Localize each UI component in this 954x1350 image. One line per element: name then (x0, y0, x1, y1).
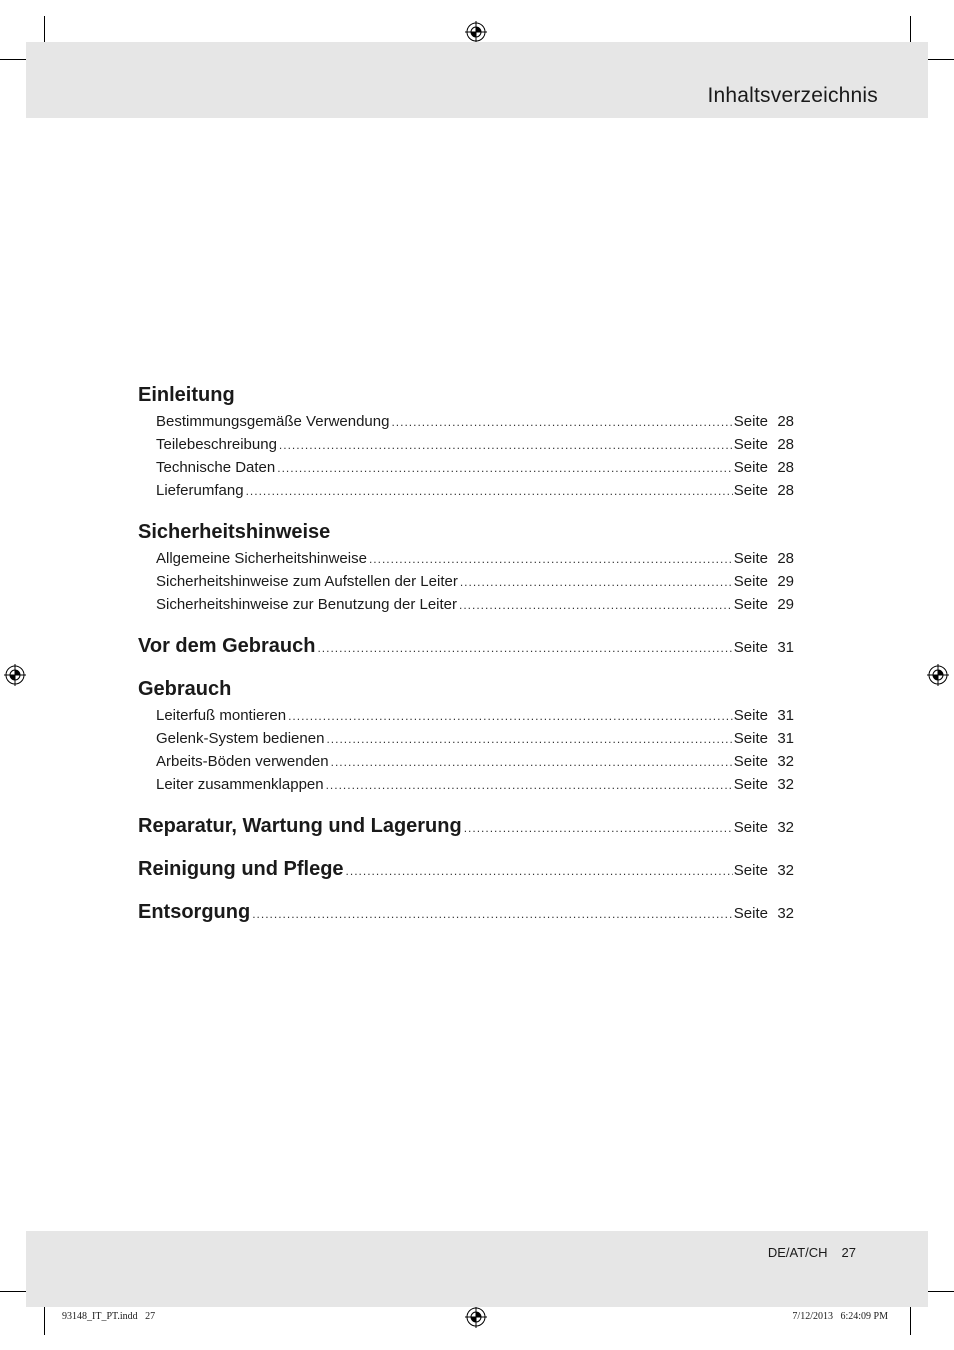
page-ref: Seite 31 (733, 730, 794, 747)
dot-leader (369, 548, 733, 571)
registration-mark-icon (465, 21, 487, 43)
section-heading: Reparatur, Wartung und Lagerung (138, 815, 462, 837)
page-ref: Seite 31 (733, 639, 794, 656)
dot-leader (326, 774, 733, 797)
section-heading: Entsorgung (138, 901, 251, 923)
page-ref: Seite 31 (733, 707, 794, 724)
toc-entry[interactable] (138, 547, 794, 570)
entry-label: Sicherheitshinweise zur Benutzung der Leiter (156, 596, 458, 613)
toc-section-sicherheitshinweise (138, 517, 794, 616)
toc-entry[interactable] (138, 570, 794, 593)
entry-label: Lieferumfang (156, 482, 244, 499)
dot-leader (391, 411, 732, 434)
page-ref: Seite 32 (733, 862, 794, 879)
registration-mark-icon (465, 1306, 487, 1328)
section-heading: Gebrauch (138, 678, 232, 700)
crop-mark (924, 59, 954, 60)
toc-section-einleitung (138, 380, 794, 502)
page-ref: Seite 28 (733, 482, 794, 499)
dot-leader (288, 705, 733, 728)
table-of-contents (138, 380, 794, 925)
toc-entry[interactable] (138, 773, 794, 796)
toc-section-vor-dem-gebrauch[interactable] (138, 631, 794, 661)
section-heading-with-page (138, 897, 794, 927)
page-ref: Seite 28 (733, 436, 794, 453)
entry-label: Arbeits-Böden verwenden (156, 753, 329, 770)
page-ref: Seite 32 (733, 776, 794, 793)
toc-entry[interactable] (138, 704, 794, 727)
section-heading: Sicherheitshinweise (138, 521, 331, 543)
page-title: Inhaltsverzeichnis (707, 84, 878, 107)
dot-leader (279, 434, 733, 457)
registration-mark-icon (927, 664, 949, 686)
crop-mark (44, 1304, 45, 1335)
page-ref: Seite 28 (733, 459, 794, 476)
dot-leader (326, 728, 732, 751)
section-heading-with-page (138, 811, 794, 841)
footer (768, 1245, 856, 1260)
dot-leader (459, 594, 733, 617)
page-ref: Seite 28 (733, 550, 794, 567)
dot-leader (317, 633, 732, 663)
dot-leader (331, 751, 733, 774)
registration-mark-icon (4, 664, 26, 686)
section-heading: Reinigung und Pflege (138, 858, 344, 880)
section-heading-with-page (138, 854, 794, 884)
crop-mark (0, 1291, 28, 1292)
crop-mark (924, 1291, 954, 1292)
slug-timestamp: 7/12/2013 6:24:09 PM (792, 1311, 888, 1322)
page-ref: Seite 29 (733, 573, 794, 590)
region-label: DE/AT/CH (767, 1245, 828, 1260)
toc-section-reparatur[interactable] (138, 811, 794, 841)
dot-leader (277, 457, 733, 480)
section-heading: Einleitung (138, 384, 235, 406)
toc-entry[interactable] (138, 593, 794, 616)
toc-entry[interactable] (138, 750, 794, 773)
page-ref: Seite 32 (733, 753, 794, 770)
toc-entry[interactable] (138, 433, 794, 456)
entry-label: Gelenk-System bedienen (156, 730, 325, 747)
dot-leader (252, 899, 733, 929)
page-number: 27 (841, 1245, 856, 1260)
footer-band (26, 1231, 928, 1307)
entry-label: Allgemeine Sicherheitshinweise (156, 550, 367, 567)
entry-label: Leiter zusammenklappen (156, 776, 324, 793)
toc-entry[interactable] (138, 727, 794, 750)
toc-section-entsorgung[interactable] (138, 897, 794, 927)
dot-leader (460, 571, 733, 594)
toc-section-reinigung[interactable] (138, 854, 794, 884)
toc-entry[interactable] (138, 456, 794, 479)
entry-label: Sicherheitshinweise zum Aufstellen der Leiter (156, 573, 458, 590)
dot-leader (246, 480, 733, 503)
section-heading-with-page (138, 631, 794, 661)
entry-label: Bestimmungsgemäße Verwendung (156, 413, 390, 430)
slug-file: 93148_IT_PT.indd 27 (62, 1311, 156, 1322)
section-heading: Vor dem Gebrauch (138, 635, 316, 657)
page-ref: Seite 32 (733, 905, 794, 922)
dot-leader (464, 813, 733, 843)
entry-label: Teilebeschreibung (156, 436, 277, 453)
crop-mark (0, 59, 28, 60)
entry-label: Technische Daten (156, 459, 276, 476)
toc-section-gebrauch (138, 674, 794, 796)
page-ref: Seite 32 (733, 819, 794, 836)
page-ref: Seite 29 (733, 596, 794, 613)
toc-entry[interactable] (138, 479, 794, 502)
crop-mark (910, 1304, 911, 1335)
dot-leader (346, 856, 733, 886)
page-ref: Seite 28 (733, 413, 794, 430)
toc-entry[interactable] (138, 410, 794, 433)
entry-label: Leiterfuß montieren (156, 707, 287, 724)
